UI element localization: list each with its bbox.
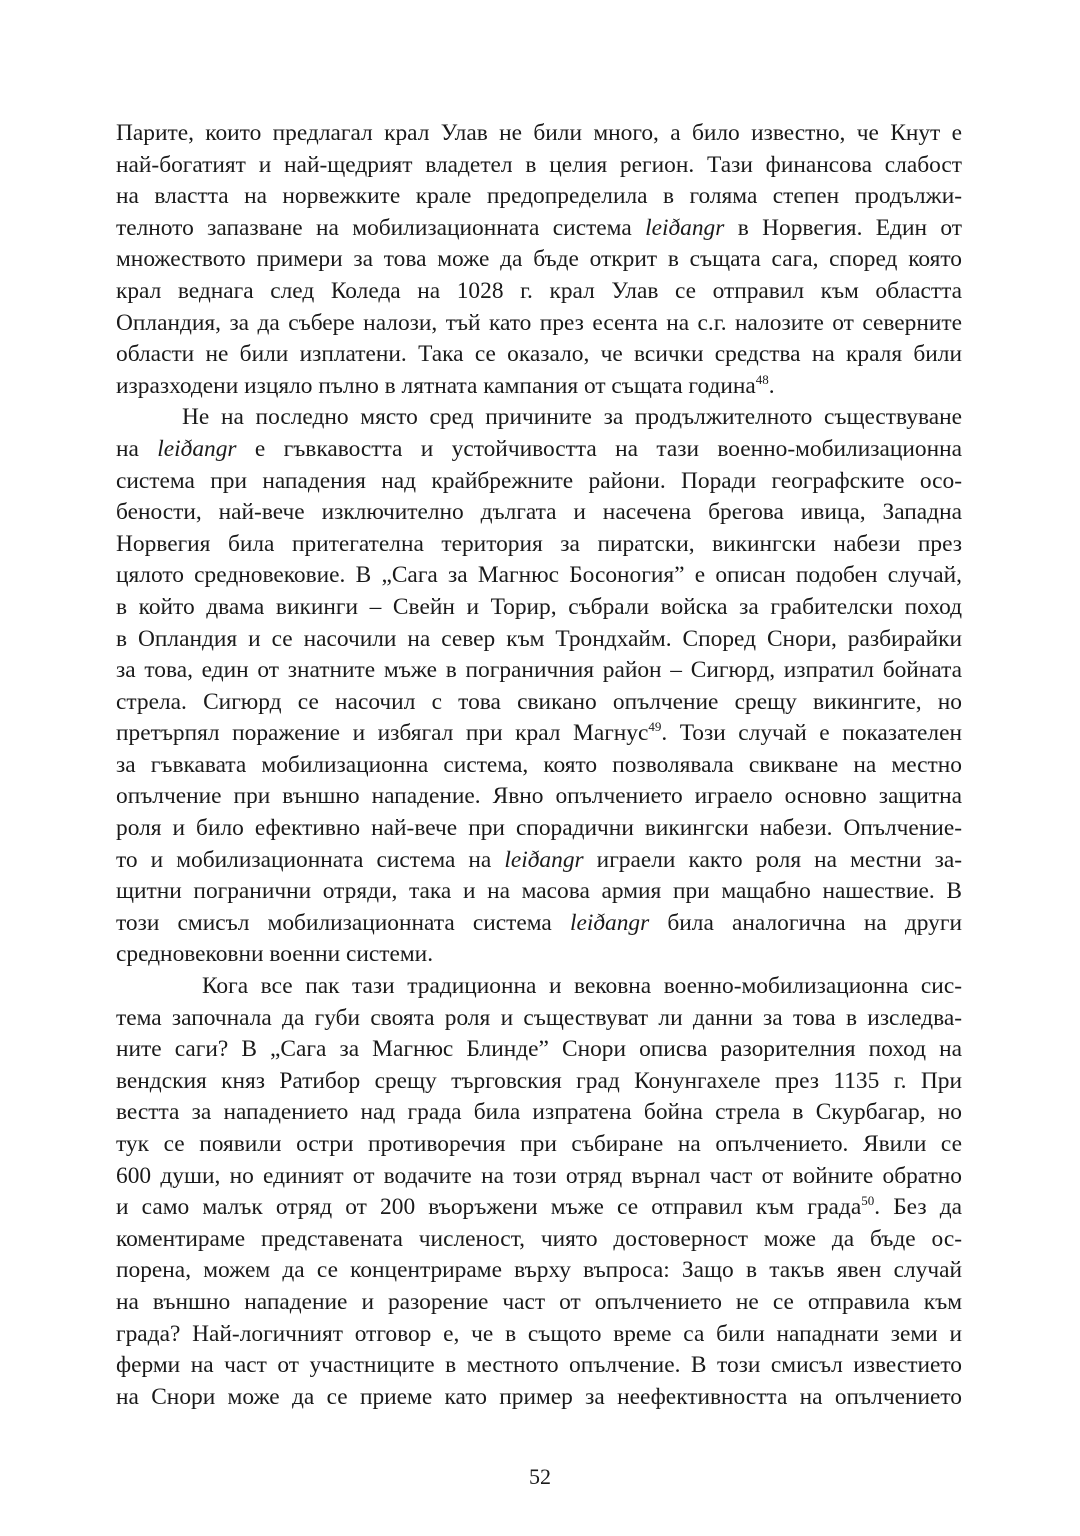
text-segment: 600 души, но единият от водачите на този отряд върнал част от войните обратно [116,1162,962,1189]
text-segment: в Опландия и се насочили на север към Трондхайм. Според Снори, разбирайки [116,625,962,652]
text-segment: . [768,372,775,399]
text-line [116,750,962,782]
text-segment: Не на последно място сред причините за продължителното съществуване [182,404,962,431]
italic-term: leiðangr [645,214,725,241]
text-segment: система при нападения над крайбрежните райони. Поради географските осо- [116,467,962,494]
text-segment: Опландия, за да събере налози, тъй като през есента на с.г. налозите от северните [116,309,962,336]
text-segment: роля и било ефективно най-вече при спорадични викингски набези. Опълчение- [116,815,962,842]
text-line [116,592,962,624]
text-segment: и само малък отряд от 200 въоръжени мъже се отправил към града [116,1194,862,1221]
text-line [116,1066,962,1098]
text-segment: бености, най-вече изключително дългата и насечена брегова ивица, Западна [116,499,962,526]
text-line [116,371,962,403]
footnote-marker: 50 [861,1193,875,1209]
text-segment: за гъвкавата мобилизационна система, която позволявала свикване на местно [116,751,962,778]
text-line [116,1034,962,1066]
text-segment: на властта на норвежките крале предопределила в голяма степен продължи- [116,183,962,210]
text-segment: средновековни военни системи. [116,941,434,968]
text-segment: в Норвегия. Един от [724,214,962,241]
text-segment: за това, един от знатните мъже в пограничния район – Сигюрд, изпратил бойната [116,657,962,684]
text-segment: е гъвкавостта и устойчивостта на тази военно-мобилизационна [236,435,963,462]
text-segment: Норвегия била притегателна територия за пиратски, викингски набези през [116,530,962,557]
text-segment: била аналогична на други [649,909,962,936]
text-line [116,434,962,466]
text-line [116,560,962,592]
text-segment: на [116,435,158,462]
text-line [116,244,962,276]
text-line [116,150,962,182]
paragraph [116,971,962,1413]
text-segment: претърпял поражение и избягал при крал Магнус [116,720,649,747]
text-segment: порена, можем да се концентрираме върху въпроса: Защо в такъв явен случай [116,1257,962,1284]
text-segment: града? Най-логичният отговор е, че в същото време са били нападнати земи и [116,1320,962,1347]
paragraph [116,118,962,402]
text-segment: щитни погранични отряди, така и на масова армия при мащабно нашествие. В [116,878,962,905]
text-line [116,908,962,940]
text-line [116,971,962,1003]
text-line [116,339,962,371]
text-segment: опълчение при външно нападение. Явно опълчението играело основно защитна [116,783,962,810]
text-line [116,1350,962,1382]
italic-term: leiðangr [504,846,584,873]
text-segment: . Този случай е показателен [661,720,962,747]
text-line [116,1319,962,1351]
text-segment: ните саги? В „Сага за Магнюс Блинде” Снори описва разорителния поход на [116,1036,962,1063]
text-segment: ферми на част от участниците в местното опълчение. В този смисъл известието [116,1352,962,1379]
text-segment: крал веднага след Коледа на 1028 г. крал Улав се отправил към областта [116,277,962,304]
text-line [116,1224,962,1256]
page-number: 52 [529,1464,551,1489]
text-segment: Парите, които предлагал крал Улав не били много, а било известно, че Кнут е [116,120,962,146]
text-line [116,213,962,245]
text-segment: в който двама викинги – Свейн и Торир, събрали войска за грабителски поход [116,593,962,620]
text-line [116,118,962,150]
text-line [116,529,962,561]
text-line [116,1129,962,1161]
text-segment: коментираме представената численост, чиято достоверност може да бъде ос- [116,1225,962,1252]
text-segment: телното запазване на мобилизационната система [116,214,646,241]
text-line [116,1161,962,1193]
text-segment: изразходени изцяло пълно в лятната кампания от същата година [116,372,756,399]
text-segment: цялото средновековие. В „Сага за Магнюс Босоногия” е описан подобен случай, [116,562,962,589]
text-line [116,466,962,498]
text-segment: области не били изплатени. Така се оказало, че всички средства на краля били [116,341,962,368]
footnote-marker: 48 [755,371,769,387]
text-line [116,181,962,213]
text-line [116,1192,962,1224]
text-line [116,939,962,971]
text-line [116,655,962,687]
text-segment: тук се появили остри противоречия при събиране на опълчението. Явили се [116,1131,962,1157]
text-segment: този смисъл мобилизационната система [116,909,570,936]
footnote-marker: 49 [648,719,662,735]
text-line [116,1097,962,1129]
italic-term: leiðangr [569,909,650,936]
text-line [116,624,962,656]
text-segment: то и мобилизационната система на [116,846,505,873]
text-line [116,1255,962,1287]
text-line [116,1287,962,1319]
text-line [116,276,962,308]
text-line [116,308,962,340]
text-line [116,1382,962,1414]
text-line [116,402,962,434]
text-line [116,1003,962,1035]
text-line [116,845,962,877]
text-line [116,813,962,845]
text-line [116,497,962,529]
text-segment: Кога все пак тази традиционна и вековна военно-мобилизационна сис- [202,973,962,1000]
page-body [116,118,962,1413]
text-segment: играели както роля на местни за- [583,846,962,873]
text-segment: тема започнала да губи своята роля и съществуват ли данни за това в изследва- [116,1004,962,1031]
text-segment: вендския княз Ратибор срещу търговския град Конунгахеле през 1135 г. При [116,1067,962,1094]
text-segment: на външно нападение и разорение част от опълчението не се отправила към [116,1288,962,1315]
text-line [116,718,962,750]
text-line [116,687,962,719]
text-segment: най-богатият и най-щедрият владетел в целия регион. Тази финансова слабост [116,151,962,178]
text-segment: . Без да [874,1194,962,1221]
text-segment: на Снори може да се приеме като пример за неефективността на опълчението [116,1383,962,1410]
text-segment: вестта за нападението над града била изпратена бойна стрела в Скурбагар, но [116,1099,962,1126]
text-line [116,876,962,908]
paragraph [116,402,962,971]
text-segment: множеството примери за това може да бъде открит в същата сага, според която [116,246,962,273]
text-line [116,781,962,813]
text-segment: стрела. Сигюрд се насочил с това свикано опълчение срещу викингите, но [116,688,962,715]
italic-term: leiðangr [157,435,237,462]
